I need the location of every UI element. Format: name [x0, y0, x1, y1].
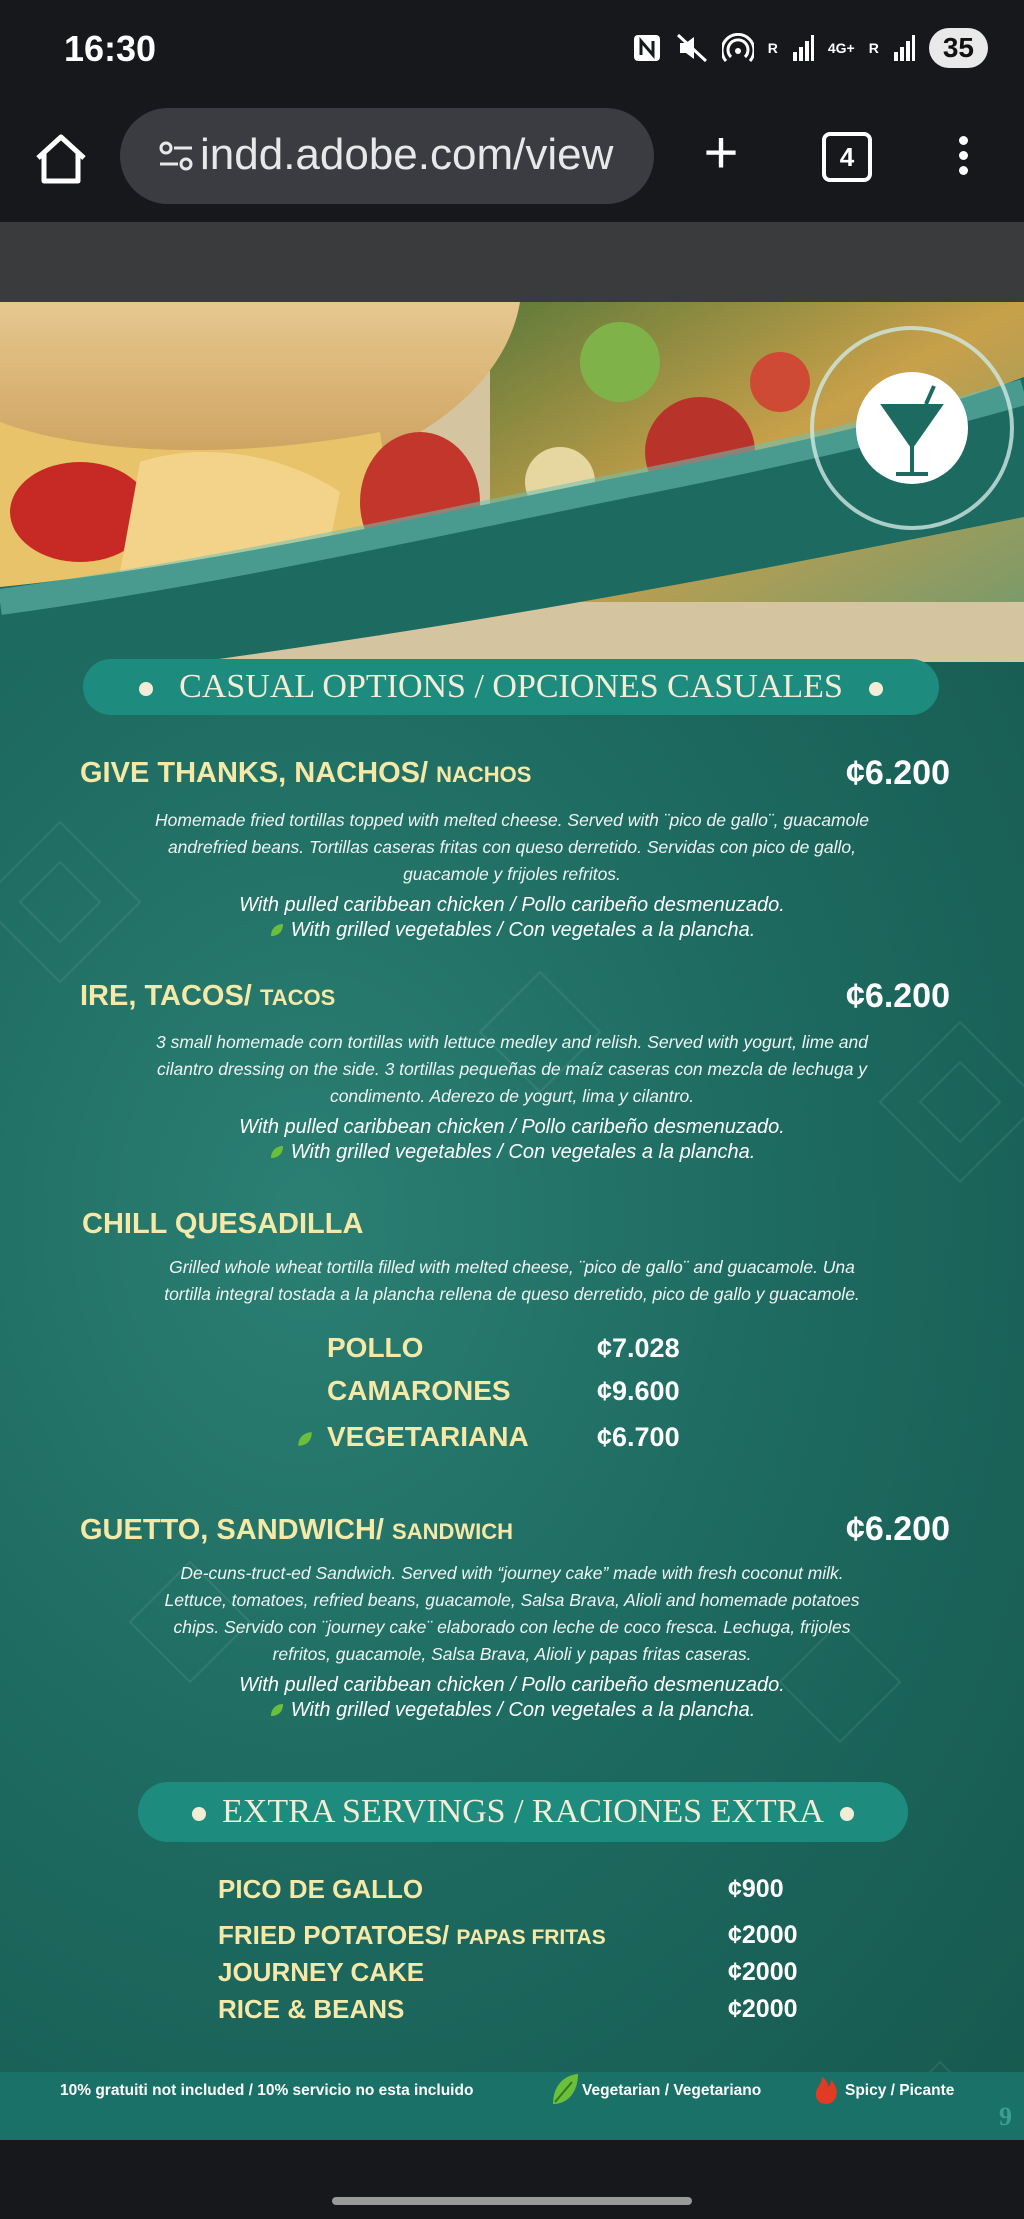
tacos-price: ¢6.200: [846, 977, 950, 1015]
vegetarian-leaf-icon: [550, 2072, 580, 2106]
viewer-toolbar-area: [0, 222, 1024, 302]
casual-header-label: CASUAL OPTIONS / OPCIONES CASUALES: [179, 668, 843, 705]
quesadilla-variant-camarones-price: ¢9.600: [597, 1376, 680, 1406]
quesadilla-title: CHILL QUESADILLA: [82, 1208, 364, 1240]
header-food-photo: [0, 302, 1024, 662]
extra-item-pico-price: ¢900: [728, 1875, 784, 1903]
extra-item-rice-beans-price: ¢2000: [728, 1995, 798, 2023]
signal-icon: [792, 34, 814, 62]
extra-header-label: EXTRA SERVINGS / RACIONES EXTRA: [222, 1793, 824, 1830]
extra-item-journey-cake: JOURNEY CAKE: [218, 1957, 425, 1987]
quesadilla-variant-pollo: POLLO: [327, 1332, 424, 1363]
battery-indicator: 35: [929, 28, 988, 68]
extra-item-pico: PICO DE GALLO: [218, 1874, 424, 1904]
nachos-title: GIVE THANKS, NACHOS/ NACHOS: [80, 757, 532, 789]
vegetarian-legend: Vegetarian / Vegetariano: [582, 2082, 762, 2099]
status-time: 16:30: [64, 28, 157, 69]
tacos-option-veg: With grilled vegetables / Con vegetales a la plancha.: [62, 1139, 962, 1165]
mute-icon: [676, 33, 708, 63]
more-menu-button[interactable]: [948, 130, 978, 190]
signal-3-label: R: [868, 40, 879, 56]
menu-page: [0, 302, 1024, 2140]
nachos-description: Homemade fried tortillas topped with melted cheese. Served with ¨pico de gallo¨, guacamole andrefried beans. Tortillas caseras fritas con queso derretido. Servidas con pico de gallo, guacamole y frijoles refritos.: [155, 810, 869, 884]
quesadilla-variant-camarones: CAMARONES: [327, 1375, 511, 1406]
section-header-casual: [83, 659, 939, 715]
signal-icon: [893, 34, 915, 62]
leaf-icon: [296, 1430, 314, 1448]
nachos-price: ¢6.200: [846, 754, 950, 792]
quesadilla-variant-pollo-price: ¢7.028: [597, 1333, 680, 1363]
nachos-option-chicken: With pulled caribbean chicken / Pollo caribeño desmenuzado.: [239, 894, 785, 916]
url-text[interactable]: indd.adobe.com/view: [200, 130, 614, 179]
extra-item-potatoes-price: ¢2000: [728, 1921, 798, 1949]
page-number: 9: [999, 2102, 1012, 2131]
nfc-icon: [632, 33, 662, 63]
quesadilla-variant-vegetariana: VEGETARIANA: [327, 1421, 529, 1452]
system-nav-bar: [0, 2140, 1024, 2219]
extra-item-rice-beans: RICE & BEANS: [218, 1994, 405, 2024]
signal-1-label: R: [767, 40, 778, 56]
signal-2-label: 4G+: [827, 40, 855, 56]
sandwich-price: ¢6.200: [846, 1510, 950, 1548]
quesadilla-description: Grilled whole wheat tortilla filled with melted cheese, ¨pico de gallo¨ and guacamole. Una tortilla integral tostada a la plancha rellena de queso derretido, pico de gallo y guacamole.: [164, 1257, 860, 1304]
sandwich-description: De-cuns-truct-ed Sandwich. Served with “journey cake” made with fresh coconut milk. Lettuce, tomatoes, refried beans, guacamole, Salsa Brava, Alioli and homemade potatoes chips. Servido con ¨journey cake¨ elaborado con leche de coco fresca. Lechuga, frijoles refritos, guacamole, Salsa Brava, Alioli y papas fritas caseras.: [164, 1563, 860, 1664]
sandwich-title: GUETTO, SANDWICH/ SANDWICH: [80, 1514, 514, 1546]
url-bar[interactable]: [120, 108, 654, 204]
section-header-extra: [138, 1782, 908, 1842]
sandwich-option-veg: With grilled vegetables / Con vegetales a la plancha.: [62, 1697, 962, 1723]
status-bar: [0, 0, 1024, 100]
leaf-icon: [269, 1144, 285, 1160]
extra-item-journey-cake-price: ¢2000: [728, 1958, 798, 1986]
new-tab-button[interactable]: +: [703, 119, 739, 186]
tacos-description: 3 small homemade corn tortillas with lettuce medley and relish. Served with yogurt, lime and cilantro dressing on the side. 3 tortillas pequeñas de maíz caseras con mezcla de lechuga y condimento. Aderezo de yogurt, lima y cilantro.: [156, 1032, 868, 1106]
site-settings-icon[interactable]: [158, 138, 194, 174]
tacos-option-chicken: With pulled caribbean chicken / Pollo caribeño desmenuzado.: [239, 1116, 785, 1138]
status-icons: [632, 28, 988, 68]
leaf-icon: [269, 922, 285, 938]
home-icon[interactable]: [30, 128, 92, 190]
quesadilla-variant-vegetariana-price: ¢6.700: [597, 1422, 680, 1452]
tacos-title: IRE, TACOS/ TACOS: [80, 980, 336, 1012]
extra-item-potatoes: FRIED POTATOES/ PAPAS FRITAS: [218, 1920, 606, 1950]
leaf-icon: [269, 1702, 285, 1718]
spicy-legend: Spicy / Picante: [845, 2082, 955, 2099]
browser-toolbar: [0, 100, 1024, 222]
gesture-handle[interactable]: [332, 2197, 692, 2205]
hotspot-icon: [722, 33, 754, 63]
nachos-option-veg: With grilled vegetables / Con vegetales a la plancha.: [62, 917, 962, 943]
gratuity-note: 10% gratuiti not included / 10% servicio no esta incluido: [60, 2082, 474, 2099]
sandwich-option-chicken: With pulled caribbean chicken / Pollo caribeño desmenuzado.: [239, 1674, 785, 1696]
tab-switcher-button[interactable]: 4: [822, 132, 872, 182]
spicy-flame-icon: [812, 2070, 840, 2106]
